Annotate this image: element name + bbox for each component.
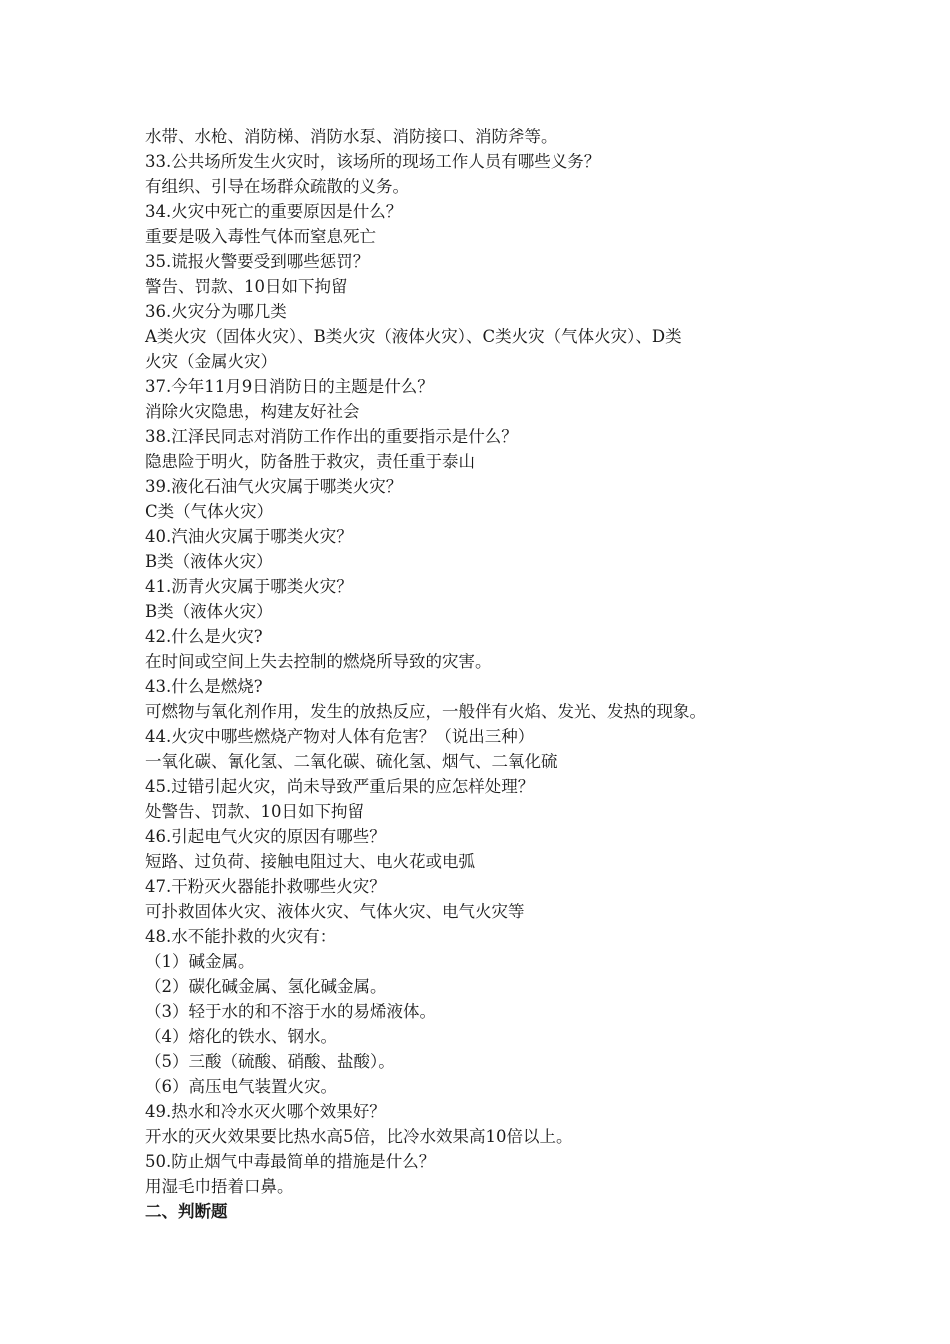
answer-line: C类（气体火灾） <box>145 502 274 521</box>
question-line: 48.水不能扑救的火灾有： <box>145 927 337 946</box>
answer-line: 在时间或空间上失去控制的燃烧所导致的灾害。 <box>145 652 492 671</box>
question-line: 41.沥青火灾属于哪类火灾？ <box>145 577 353 596</box>
question-line: 50.防止烟气中毒最简单的措施是什么？ <box>145 1152 436 1171</box>
question-line: 38.江泽民同志对消防工作作出的重要指示是什么？ <box>145 427 518 446</box>
question-line: 45.过错引起火灾，尚未导致严重后果的应怎样处理？ <box>145 777 535 796</box>
question-line: 39.液化石油气火灾属于哪类火灾？ <box>145 477 403 496</box>
answer-line: B类（液体火灾） <box>145 602 273 621</box>
section-heading: 二、判断题 <box>145 1202 228 1221</box>
answer-line: 有组织、引导在场群众疏散的义务。 <box>145 177 409 196</box>
answer-line: 可扑救固体火灾、液体火灾、气体火灾、电气火灾等 <box>145 902 525 921</box>
answer-line: A类火灾（固体火灾）、B类火灾（液体火灾）、C类火灾（气体火灾）、D类 <box>145 327 682 346</box>
answer-line: （6）高压电气装置火灾。 <box>145 1077 337 1096</box>
question-line: 35.谎报火警要受到哪些惩罚？ <box>145 252 370 271</box>
question-line: 49.热水和冷水灭火哪个效果好？ <box>145 1102 386 1121</box>
question-line: 43.什么是燃烧? <box>145 677 263 696</box>
question-line: 37.今年11月9日消防日的主题是什么？ <box>145 377 434 396</box>
answer-line: 开水的灭火效果要比热水高5倍，比冷水效果高10倍以上。 <box>145 1127 573 1146</box>
answer-line: 隐患险于明火，防备胜于救灾，责任重于泰山 <box>145 452 475 471</box>
question-line: 44.火灾中哪些燃烧产物对人体有危害？（说出三种） <box>145 727 535 746</box>
answer-line: 消除火灾隐患，构建友好社会 <box>145 402 360 421</box>
answer-line: （2）碳化碱金属、氢化碱金属。 <box>145 977 387 996</box>
document-body <box>145 124 825 1224</box>
answer-line: （3）轻于水的和不溶于水的易烯液体。 <box>145 1002 436 1021</box>
answer-line: B类（液体火灾） <box>145 552 273 571</box>
question-line: 40.汽油火灾属于哪类火灾？ <box>145 527 353 546</box>
question-line: 34.火灾中死亡的重要原因是什么？ <box>145 202 403 221</box>
answer-line: 可燃物与氧化剂作用，发生的放热反应，一般伴有火焰、发光、发热的现象。 <box>145 702 706 721</box>
answer-line: 火灾（金属火灾） <box>145 352 277 371</box>
answer-line: 重要是吸入毒性气体而窒息死亡 <box>145 227 376 246</box>
question-line: 46.引起电气火灾的原因有哪些？ <box>145 827 386 846</box>
question-line: 42.什么是火灾? <box>145 627 263 646</box>
answer-line: 水带、水枪、消防梯、消防水泵、消防接口、消防斧等。 <box>145 127 558 146</box>
question-line: 36.火灾分为哪几类 <box>145 302 287 321</box>
answer-line: 短路、过负荷、接触电阻过大、电火花或电弧 <box>145 852 475 871</box>
answer-line: （5）三酸（硫酸、硝酸、盐酸）。 <box>145 1052 395 1071</box>
answer-line: （1）碱金属。 <box>145 952 255 971</box>
question-line: 47.干粉灭火器能扑救哪些火灾？ <box>145 877 386 896</box>
question-line: 33.公共场所发生火灾时，该场所的现场工作人员有哪些义务？ <box>145 152 601 171</box>
answer-line: 处警告、罚款、10日如下拘留 <box>145 802 364 821</box>
answer-line: 警告、罚款、10日如下拘留 <box>145 277 348 296</box>
answer-line: （4）熔化的铁水、钢水。 <box>145 1027 337 1046</box>
answer-line: 用湿毛巾捂着口鼻。 <box>145 1177 294 1196</box>
answer-line: 一氧化碳、氰化氢、二氧化碳、硫化氢、烟气、二氧化硫 <box>145 752 558 771</box>
